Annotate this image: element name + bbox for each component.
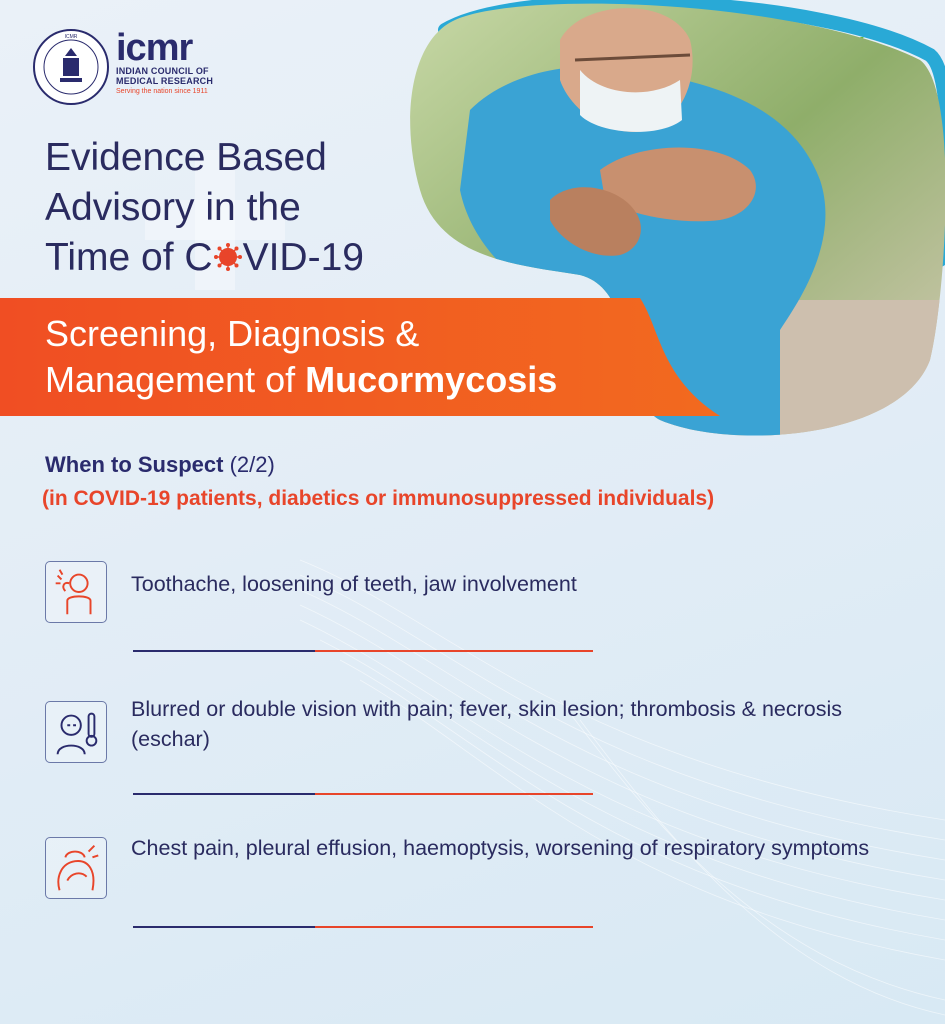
- coronavirus-icon: [213, 242, 243, 272]
- mucormycosis-label: Mucormycosis: [305, 359, 558, 400]
- chest-pain-icon: [45, 837, 107, 899]
- icmr-name-line-1: INDIAN COUNCIL OF: [116, 66, 209, 76]
- section-subtitle: (in COVID-19 patients, diabetics or immunosuppressed individuals): [42, 487, 715, 510]
- banner-line-1: Screening, Diagnosis &: [45, 313, 420, 354]
- svg-text:ICMR: ICMR: [64, 34, 78, 40]
- title-line-1: Evidence Based: [45, 136, 327, 179]
- item-3-text: Chest pain, pleural effusion, haemoptysis, worsening of respiratory symptoms: [131, 836, 870, 860]
- icmr-name-line-2: MEDICAL RESEARCH: [116, 76, 214, 86]
- banner-heading: [45, 311, 685, 403]
- item-2-divider: [133, 793, 593, 795]
- title-line-2: Advisory in the: [45, 186, 301, 229]
- icmr-logo: [116, 27, 226, 100]
- fever-vision-icon: [45, 701, 107, 763]
- section-heading: When to Suspect (2/2): [45, 452, 275, 477]
- government-seal-logo: [32, 28, 110, 106]
- item-1-divider: [133, 650, 593, 652]
- item-2-text: Blurred or double vision with pain; fever, skin lesion; thrombosis & necrosis (eschar): [131, 697, 843, 751]
- toothache-icon: [45, 561, 107, 623]
- title-line-3: Time of C VID-19: [45, 236, 364, 279]
- advisory-title: [45, 133, 405, 283]
- page-indicator: (2/2): [223, 452, 275, 477]
- item-1-text: Toothache, loosening of teeth, jaw involvement: [131, 572, 577, 596]
- banner-line-2: Management of Mucormycosis: [45, 359, 558, 400]
- icmr-tagline: Serving the nation since 1911: [116, 88, 208, 95]
- item-3-divider: [133, 926, 593, 928]
- icmr-wordmark: icmr: [116, 27, 193, 69]
